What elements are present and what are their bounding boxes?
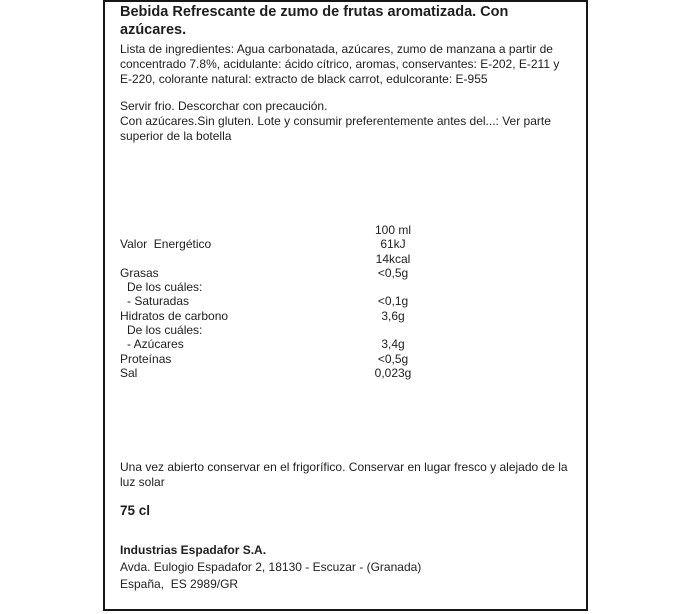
nutrition-row-value: 3,4g xyxy=(381,337,405,352)
nutrition-row xyxy=(120,237,572,251)
nutrition-row-value: 14kcal xyxy=(375,251,411,266)
product-label-box xyxy=(103,0,588,611)
ingredients-text: Lista de ingredientes: Agua carbonatada, azúcares, zumo de manzana a partir de concentrado 7.8%, acidulante: ácido cítrico, aromas, conservantes: E-202, E-211 y E-220, colorante natural: extracto de black carrot, edulcorante: E-955 xyxy=(120,42,560,86)
nutrition-row-label: - Saturadas xyxy=(127,294,190,309)
nutrition-row-label: Grasas xyxy=(120,265,159,280)
manufacturer-block xyxy=(120,542,572,592)
manufacturer-name: Industrias Espadafor S.A. xyxy=(120,543,267,557)
nutrition-row-label: Proteínas xyxy=(120,351,172,366)
product-title: Bebida Refrescante de zumo de frutas aromatizada. Con azúcares. xyxy=(120,4,509,38)
nutrition-row xyxy=(120,280,572,294)
nutrition-row-value: 3,6g xyxy=(381,308,405,323)
serving-instructions: Servir frio. Descorchar con precaución. xyxy=(120,99,328,113)
nutrition-row xyxy=(120,266,572,280)
nutrition-row-label: Sal xyxy=(120,365,138,380)
nutrition-row-label: Valor Energético xyxy=(120,237,212,252)
allergen-lot-text: Con azúcares.Sin gluten. Lote y consumir preferentemente antes del...: Ver parte superior de la botella xyxy=(120,114,551,143)
nutrition-row-label: - Azúcares xyxy=(127,337,184,352)
nutrition-row xyxy=(120,252,572,266)
nutrition-row-value: 61kJ xyxy=(380,237,406,252)
nutrition-row xyxy=(120,337,572,351)
nutrition-row-value: <0,5g xyxy=(377,265,409,280)
nutrition-row xyxy=(120,323,572,337)
manufacturer-country: España, ES 2989/GR xyxy=(120,576,239,591)
volume-text: 75 cl xyxy=(120,503,151,518)
nutrition-row-label: De los cuáles: xyxy=(127,280,203,295)
nutrition-row xyxy=(120,352,572,366)
nutrition-row-label: Hidratos de carbono xyxy=(120,308,229,323)
nutrition-row xyxy=(120,366,572,380)
nutrition-table xyxy=(120,223,572,380)
nutrition-row xyxy=(120,223,572,237)
nutrition-row-value: <0,1g xyxy=(377,294,409,309)
nutrition-row-value: <0,5g xyxy=(377,351,409,366)
nutrition-row xyxy=(120,309,572,323)
storage-text: Una vez abierto conservar en el frigorífico. Conservar en lugar fresco y alejado de la luz solar xyxy=(120,460,568,489)
nutrition-row xyxy=(120,294,572,308)
manufacturer-address: Avda. Eulogio Espadafor 2, 18130 - Escuzar - (Granada) xyxy=(120,559,422,574)
nutrition-row-label: De los cuáles: xyxy=(127,323,203,338)
nutrition-row-value: 0,023g xyxy=(374,365,412,380)
nutrition-column-header: 100 ml xyxy=(374,223,412,237)
